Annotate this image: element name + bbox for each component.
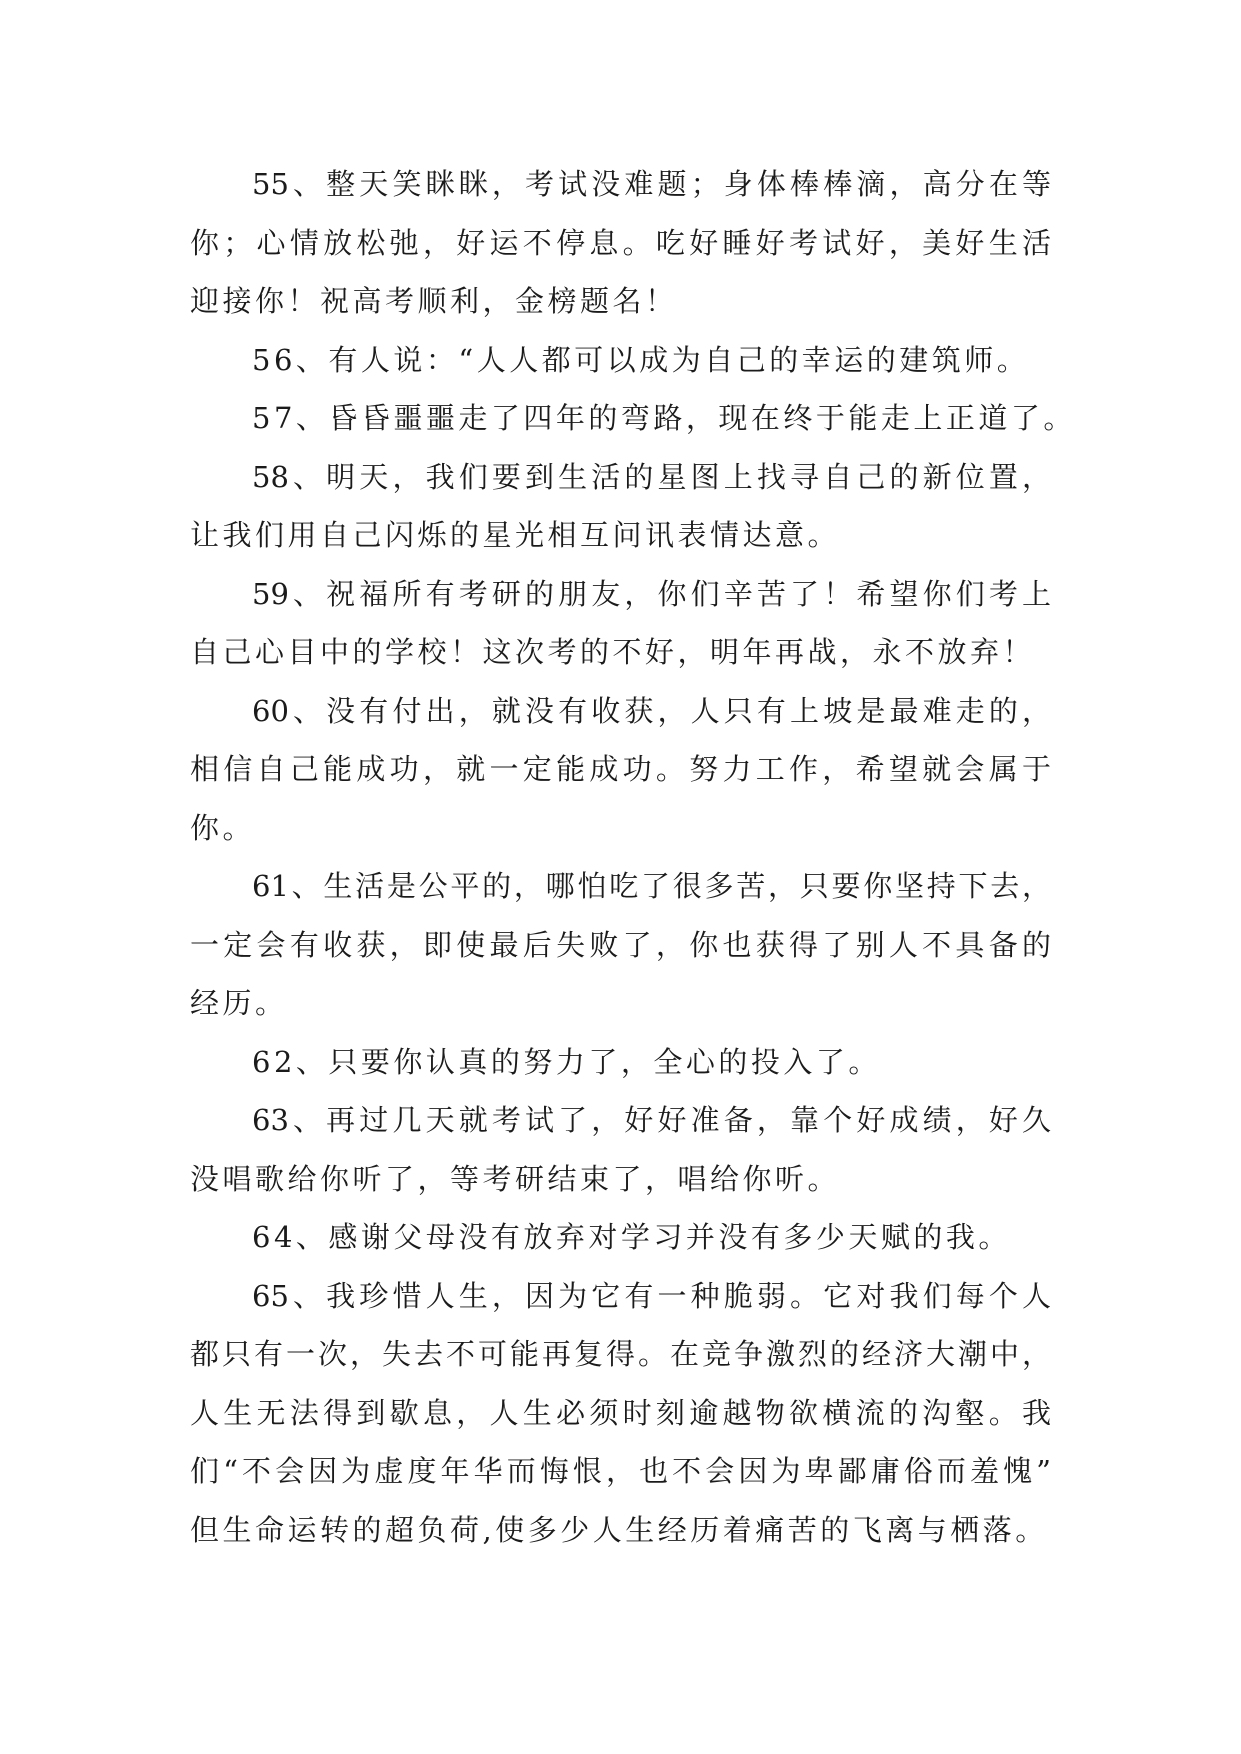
text-line: 65、我珍惜人生，因为它有一种脆弱。它对我们每个人: [252, 1278, 1051, 1313]
text-line: 61、生活是公平的，哪怕吃了很多苦，只要你坚持下去，: [252, 869, 1051, 903]
text-line: 经历。: [190, 986, 288, 1020]
text-line: 56、有人说：“人人都可以成为自己的幸运的建筑师。: [252, 342, 1030, 377]
text-line: 们“不会因为虚度年华而悔恨，也不会因为卑鄙庸俗而羞愧”: [190, 1454, 1051, 1488]
text-line: 相信自己能成功，就一定能成功。努力工作，希望就会属于: [190, 752, 1051, 786]
text-line: 你。: [190, 810, 256, 845]
text-line: 一定会有收获，即使最后失败了，你也获得了别人不具备的: [190, 927, 1051, 962]
document-body: [190, 155, 1076, 1559]
text-line: 让我们用自己闪烁的星光相互问讯表情达意。: [190, 518, 841, 552]
text-line: 没唱歌给你听了，等考研结束了，唱给你听。: [190, 1161, 841, 1196]
paragraph-64: [190, 1208, 1051, 1267]
paragraph-60: [190, 682, 1051, 858]
text-line: 都只有一次，失去不可能再复得。在竞争激烈的经济大潮中，: [190, 1337, 1051, 1371]
text-line: 60、没有付出，就没有收获，人只有上坡是最难走的，: [252, 693, 1051, 728]
paragraph-56: [190, 331, 1051, 390]
text-line: 迎接你！祝高考顺利，金榜题名！: [190, 284, 678, 318]
text-line: 58、明天，我们要到生活的星图上找寻自己的新位置，: [252, 459, 1051, 494]
paragraph-55: [190, 155, 1051, 331]
text-line: 人生无法得到歇息，人生必须时刻逾越物欲横流的沟壑。我: [190, 1395, 1051, 1430]
paragraph-63: [190, 1091, 1051, 1208]
text-line: 59、祝福所有考研的朋友，你们辛苦了！希望你们考上: [252, 576, 1051, 611]
text-line: 自己心目中的学校！这次考的不好，明年再战，永不放弃！: [190, 635, 1036, 669]
paragraph-58: [190, 448, 1051, 565]
paragraph-59: [190, 565, 1051, 682]
text-line: 55、整天笑眯眯，考试没难题；身体棒棒滴，高分在等: [252, 167, 1051, 201]
text-line: 57、昏昏噩噩走了四年的弯路，现在终于能走上正道了。: [252, 401, 1076, 435]
text-line: 64、感谢父母没有放弃对学习并没有多少天赋的我。: [252, 1220, 1011, 1254]
paragraph-65: [190, 1267, 1051, 1560]
text-line: 62、只要你认真的努力了，全心的投入了。: [252, 1044, 881, 1079]
text-line: 63、再过几天就考试了，好好准备，靠个好成绩，好久: [252, 1103, 1051, 1137]
paragraph-61: [190, 857, 1051, 1033]
text-line: 但生命运转的超负荷,使多少人生经历着痛苦的飞离与栖落。: [190, 1512, 1048, 1547]
paragraph-62: [190, 1033, 1051, 1092]
text-line: 你；心情放松弛，好运不停息。吃好睡好考试好，美好生活: [190, 225, 1051, 260]
paragraph-57: [190, 389, 1076, 448]
